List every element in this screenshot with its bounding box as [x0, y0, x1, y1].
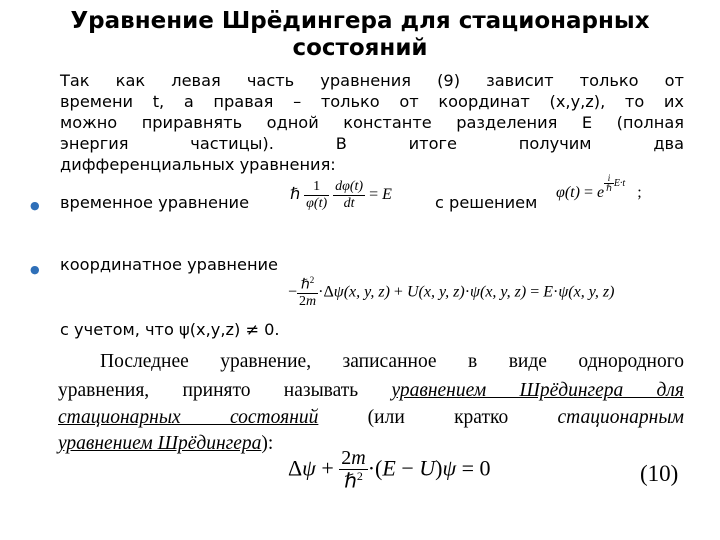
coordinate-equation-label: координатное уравнение — [60, 255, 279, 274]
term-schrodinger: уравнением Шрёдингера для — [391, 380, 684, 401]
title-line-1: Уравнение Шрёдингера для стационарных — [70, 8, 650, 34]
condition-text: с учетом, что ψ(x,y,z) ≠ 0. — [60, 320, 280, 339]
intro-line: дифференциальных уравнения: — [60, 155, 336, 174]
stationary-schrodinger-equation: Δψ + $\frac{2m}{\hbar^2}$ ·(E − U)ψ = 0 — [288, 447, 491, 493]
equation-number: (10) — [640, 461, 679, 486]
slide-title — [0, 8, 720, 62]
closing-line-3 — [58, 406, 684, 430]
intro-line: можно приравнять одной константе разделения E (полная — [60, 113, 684, 132]
intro-line: Так как левая часть уравнения (9) зависит только от — [60, 71, 684, 90]
title-line-2: состояний — [292, 35, 428, 61]
closing-text: уравнения, принято называть — [58, 380, 392, 401]
closing-line-4 — [58, 432, 273, 456]
time-equation: ℏ $\frac{1}{\varphi(t)}$ $\frac{d\varphi(t)}{dt}$ = E — [290, 179, 392, 211]
intro-paragraph — [60, 70, 684, 175]
term-stationary-short: стационарным — [557, 407, 684, 428]
bullet-marker: ● — [30, 199, 40, 212]
term-schrodinger-short: уравнением Шрёдингера — [58, 433, 262, 454]
time-equation-label: временное уравнение — [60, 193, 250, 212]
term-stationary: стационарных состояний — [58, 407, 319, 428]
closing-text: ): — [261, 433, 274, 454]
closing-line-2 — [58, 379, 684, 403]
coordinate-equation: − $\frac{\hbar^2}{2m}$ ·Δψ(x, y, z) + U(x, y, z)·ψ(x, y, z) = E·ψ(x, y, z) — [288, 275, 615, 310]
solution-label: с решением — [435, 193, 538, 212]
intro-line: времени t, а правая – только от координат (x,y,z), то их — [60, 92, 684, 111]
closing-line-1: Последнее уравнение, записанное в виде однородного — [100, 351, 684, 372]
closing-text: (или кратко — [318, 407, 558, 428]
intro-line: энергия частицы). В итоге получим два — [60, 134, 684, 153]
time-solution: φ(t) = e $^{\frac{i}{\text{ℏ}} E\cdot t}$ ; — [556, 173, 642, 201]
bullet-marker: ● — [30, 263, 40, 276]
